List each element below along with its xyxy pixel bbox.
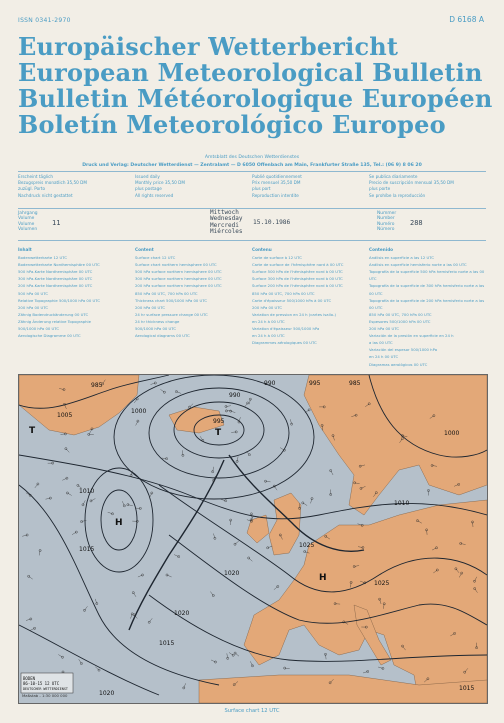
contents-item: Surface 500 hPa de l'hémisphère nord à 00 UTC	[252, 269, 343, 275]
issue-date: 15.10.1986	[253, 219, 291, 226]
info-col-de	[18, 174, 135, 199]
stamp-line: 86-10-15 12 UTC	[23, 681, 60, 686]
weekday: Miércoles	[210, 228, 243, 236]
contents-item: Diagrammes aérologiques 00 UTC	[252, 340, 317, 346]
contents-item: Variación del espesor 500/1000 hPa	[369, 347, 438, 353]
pressure-label: 1025	[374, 580, 390, 587]
divider	[18, 240, 486, 241]
contents-item: 300 hPa surface northern hemisphere 00 UTC	[135, 276, 222, 282]
contents-heading: Contenu	[252, 247, 272, 252]
contents-item: 850 hPa 00 UTC, 700 hPa 00 UTC	[369, 311, 432, 317]
contents-item: Variación de la presión en superficie en 24 h	[369, 333, 454, 339]
title-german: Europäischer Wetterbericht	[18, 32, 399, 61]
divider	[18, 171, 486, 172]
contents-item: Topografía de la superficie de 200 hPa hemisferio norte a las 00 UTC	[369, 297, 485, 310]
contents-item: 200 hPa 00 UTC	[18, 304, 49, 310]
contents-item: Thickness chart 500/1000 hPa 00 UTC	[135, 297, 208, 303]
contents-item: Variation d'épaisseur 500/1000 hPa	[252, 326, 320, 332]
pressure-label: 1000	[444, 430, 460, 437]
table-of-contents	[18, 246, 486, 368]
contents-column	[18, 246, 135, 368]
masthead-titles	[18, 32, 493, 139]
volume-label: Volume	[18, 216, 35, 222]
contents-heading: Content	[135, 247, 154, 252]
contents-item: 500 hPa surface northern hemisphere 00 UTC	[135, 269, 222, 275]
info-line: Precio de suscripción mensual 35,50 DM	[369, 180, 454, 186]
contents-item: Surface 300 hPa de l'hémisphère nord à 00 UTC	[252, 276, 343, 282]
pressure-label: 1010	[79, 488, 95, 495]
chart-stamp	[21, 673, 73, 693]
contents-item: a las 00 UTC	[369, 340, 393, 346]
contents-column	[369, 246, 486, 368]
contents-item: 500/1000 hPa 00 UTC	[18, 326, 60, 332]
volume-label: Volumen	[18, 227, 38, 233]
info-col-fr	[252, 174, 369, 199]
number-labels	[377, 211, 396, 233]
info-line: Publié quotidiennement	[252, 174, 302, 179]
contents-item: Relative Topographie 500/1000 hPa 00 UTC	[18, 297, 100, 303]
contents-item: 850 hPa 00 UTC, 700 hPa 00 UTC	[252, 290, 315, 296]
contents-item: Topografía de la superficie 500 hPa hemisferio norte a las 00 UTC	[369, 269, 485, 282]
contents-item: en 24 h 00 UTC	[369, 354, 399, 360]
pressure-label: 1015	[459, 685, 475, 692]
contents-item: 500 hPa 00 UTC	[18, 290, 49, 296]
contents-item: Carte de surface de l'hémisphère nord à 00 UTC	[252, 262, 344, 268]
contents-item: Diagramas aerológicos 00 UTC	[369, 361, 428, 367]
pressure-label: 995	[213, 418, 225, 425]
contents-item: Bodenwetterkarte Nordhemisphäre 00 UTC	[18, 262, 100, 268]
contents-item: Variation de pression en 24 h (cartes isallo-)	[252, 311, 336, 317]
contents-item: Carte d'épaisseur 500/1000 hPa à 00 UTC	[252, 297, 332, 303]
contents-item: Carte de surface à 12 UTC	[252, 255, 302, 261]
volume-labels	[18, 211, 38, 233]
contents-item: Topografía de la superficie de 300 hPa hemisferio norte a las 00 UTC	[369, 283, 485, 296]
pressure-label: 985	[91, 382, 103, 389]
pressure-label: 1000	[131, 408, 147, 415]
info-line: plus porte	[369, 186, 391, 192]
map-caption: Surface chart 12 UTC	[224, 708, 280, 714]
pressure-label: 1010	[394, 500, 410, 507]
stamp-line: DEUTSCHER WETTERDIENST	[23, 687, 68, 691]
weather-map	[19, 375, 487, 703]
contents-item: Zähnig Änderung relative Topographie	[18, 318, 91, 324]
publisher-line: Druck und Verlag: Deutscher Wetterdienst — Zentralamt — D 6050 Offenbach am Main, Frankfurter Straße 135, Tel.: (06 9) 8 06 20	[82, 163, 422, 168]
info-line: All rights reserved	[135, 192, 174, 198]
contents-item: 500 hPa-Karte Nordhemisphäre 00 UTC	[18, 269, 93, 275]
info-line: Nachdruck nicht gestattet	[18, 192, 73, 198]
contents-heading: Inhalt	[18, 247, 32, 252]
title-french: Bulletin Météorologique Européen	[18, 84, 493, 113]
document-code: D 6168 A	[449, 15, 484, 24]
number-label: Numéro	[377, 221, 395, 227]
pressure-label: 1025	[299, 542, 315, 549]
info-line: Bezugspreis monatlich 35,50 DM	[18, 180, 87, 186]
number-label: Número	[377, 227, 395, 233]
pressure-label: 995	[309, 380, 321, 387]
pressure-label: 1020	[224, 570, 240, 577]
low-centre: T	[29, 426, 36, 436]
number-label: Number	[377, 216, 395, 222]
contents-column	[252, 246, 369, 368]
contents-item: Espesores 500/1000 hPa 00 UTC	[369, 318, 431, 324]
info-line: Monthly price 35,50 DM	[135, 180, 186, 186]
contents-item: 24 hr thickness change	[135, 318, 180, 324]
contents-item: Aerological diagrams 00 UTC	[135, 333, 190, 339]
info-line: Se prohíbe la reproducción	[369, 192, 426, 198]
low-centre: T	[215, 428, 222, 438]
contents-item: Surface chart 12 UTC	[135, 255, 176, 261]
contents-item: Surface 200 hPa de l'hémisphère nord à 00 UTC	[252, 283, 343, 289]
title-english: European Meteorological Bulletin	[18, 58, 483, 87]
info-line: Issued daily	[135, 174, 160, 179]
contents-item: 24 hr surface pressure change 00 UTC	[135, 311, 208, 317]
pressure-label: 990	[264, 380, 276, 387]
contents-item: 200 hPa 00 UTC	[135, 304, 166, 310]
divider	[18, 208, 486, 209]
surface-chart-map	[18, 374, 488, 704]
number-label: Nummer	[377, 211, 397, 216]
high-centre: H	[115, 518, 123, 528]
info-col-es	[369, 174, 486, 199]
title-spanish: Boletín Meteorológico Europeo	[18, 110, 446, 139]
contents-item: 200 hPa 00 UTC	[252, 304, 283, 310]
contents-item: en 24 h à 00 UTC	[252, 333, 285, 339]
info-line: plus port	[252, 186, 271, 192]
contents-item: 850 hPa 00 UTC, 700 hPa 00 UTC	[135, 290, 198, 296]
high-centre: H	[319, 573, 327, 583]
contents-item: 200 hPa surface northern hemisphere 00 UTC	[135, 283, 222, 289]
info-line: Se publica diariamente	[369, 174, 418, 179]
info-line: plus postage	[135, 186, 162, 192]
issn: ISSN 0341-2970	[18, 17, 71, 24]
contents-heading: Contenido	[369, 247, 394, 252]
stamp-line: BODEN	[23, 676, 36, 681]
amtsblatt-line: Amtsblatt des Deutschen Wetterdienstes	[204, 155, 300, 160]
subscription-info	[18, 174, 486, 199]
contents-item: Zähnig Bodendruckänderung 00 UTC	[18, 311, 89, 317]
contents-item: 300 hPa-Karte Nordhemisphäre 00 UTC	[18, 276, 93, 282]
contents-item: Análisis en superficie hemisferio norte a las 00 UTC	[369, 262, 467, 268]
pressure-label: 1015	[79, 546, 95, 553]
pressure-label: 1020	[174, 610, 190, 617]
contents-item: Análisis en superficie a las 12 UTC	[369, 255, 435, 261]
info-line: Reproduction interdite	[252, 192, 299, 198]
contents-item: Aerologische Diagramme 00 UTC	[18, 333, 81, 339]
contents-column	[135, 246, 252, 368]
pressure-label: 990	[229, 392, 241, 399]
info-line: Erscheint täglich	[18, 174, 54, 179]
pressure-label: 985	[349, 380, 361, 387]
volume-number: 11	[52, 219, 61, 227]
pressure-label: 1020	[99, 690, 115, 697]
pressure-label: 1005	[57, 412, 73, 419]
info-line: zuzügl. Porto	[18, 186, 46, 192]
weekday: Wednesday	[210, 215, 243, 223]
contents-item: 200 hPa-Karte Nordhemisphäre 00 UTC	[18, 283, 93, 289]
contents-item: Surface chart northern hemisphere 00 UTC	[135, 262, 217, 268]
weekday-names	[210, 210, 243, 236]
volume-label: Jahrgang	[18, 211, 38, 216]
contents-item: Bodenwetterkarte 12 UTC	[18, 255, 68, 261]
pressure-label: 1015	[159, 640, 175, 647]
volume-label: Volume	[18, 221, 35, 227]
contents-item: 500/1000 hPa 00 UTC	[135, 326, 177, 332]
issue-number: 288	[410, 219, 423, 227]
weekday: Mercredi	[210, 221, 239, 229]
info-col-en	[135, 174, 252, 199]
scale-note: Maßstab - 1:30 000 000	[22, 693, 68, 698]
info-line: Prix mensuel 35,50 DM	[252, 180, 301, 186]
contents-item: en 24 h à 00 UTC	[252, 318, 285, 324]
contents-item: 200 hPa 00 UTC	[369, 326, 400, 332]
weekday: Mittwoch	[210, 209, 239, 216]
